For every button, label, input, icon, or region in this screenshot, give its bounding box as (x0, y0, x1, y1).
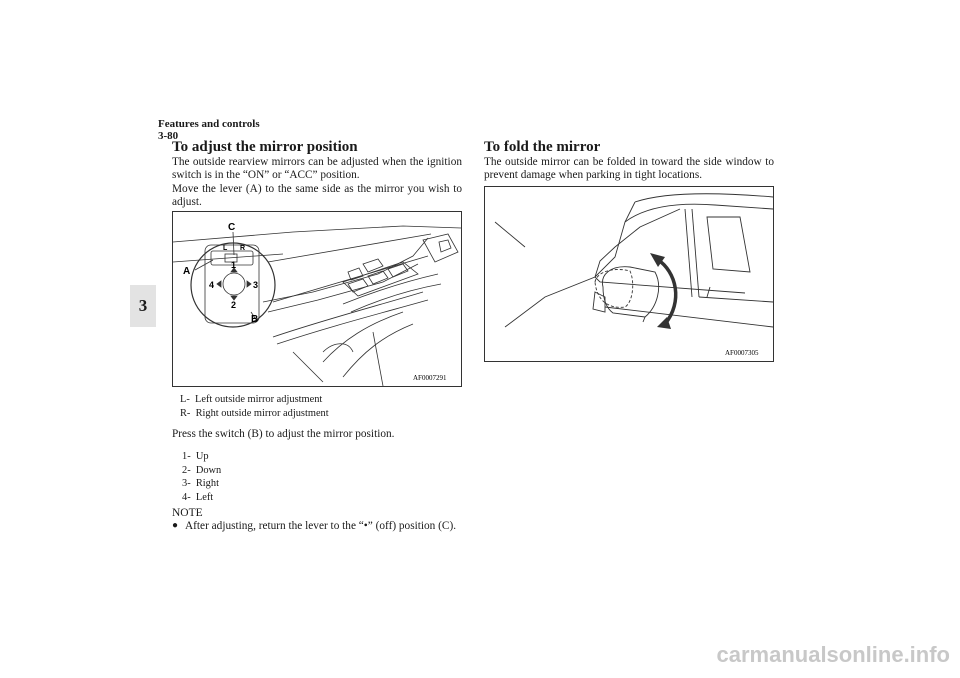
note-title: NOTE (172, 507, 203, 519)
fold-mirror-heading: To fold the mirror (484, 139, 601, 155)
page-number: 3-80 (158, 130, 179, 142)
fold-mirror-paragraph: The outside mirror can be folded in toward the side window to prevent damage when parking in tight locations. (484, 156, 774, 182)
lever-legend (180, 393, 329, 420)
legend-item-right: 3- Right (182, 478, 219, 489)
note-item (172, 520, 462, 550)
legend-item-up: 1- Up (182, 451, 209, 462)
callout-b: B (251, 314, 259, 325)
fold-figure-code: AF0007305 (725, 349, 759, 357)
fold-mirror-illustration (485, 187, 773, 361)
section-header: Features and controls (158, 118, 260, 130)
chapter-tab: 3 (130, 285, 156, 327)
callout-a: A (183, 266, 191, 277)
intro-paragraph: The outside rearview mirrors can be adjusted when the ignition switch is in the “ON” or “ACC” position. (172, 156, 462, 182)
legend-item-r: R- Right outside mirror adjustment (180, 407, 329, 419)
switch-instruction: Press the switch (B) to adjust the mirror position. (172, 428, 395, 440)
callout-l: L (223, 245, 228, 252)
legend-item-l: L- Left outside mirror adjustment (180, 394, 323, 405)
instruction-paragraph: Move the lever (A) to the same side as the mirror you wish to adjust. (172, 183, 462, 209)
callout-2: 2 (231, 300, 237, 310)
mirror-position-heading: To adjust the mirror position (172, 139, 358, 155)
callout-1: 1 (231, 260, 237, 270)
note-bullet: ● (172, 520, 179, 531)
watermark: carmanualsonline.info (716, 642, 950, 667)
direction-legend (182, 450, 221, 504)
note-text: After adjusting, return the lever to the “•” (off) position (C). (185, 520, 457, 532)
mirror-switch-figure (172, 211, 462, 387)
callout-4: 4 (209, 280, 215, 290)
figure-code: AF0007291 (413, 374, 447, 382)
mirror-switch-illustration (173, 212, 461, 386)
callout-3: 3 (253, 280, 259, 290)
fold-mirror-figure (484, 186, 774, 362)
callout-c: C (228, 222, 236, 233)
legend-item-down: 2- Down (182, 464, 222, 476)
legend-item-left: 4- Left (182, 491, 214, 503)
callout-r: R (240, 245, 246, 252)
